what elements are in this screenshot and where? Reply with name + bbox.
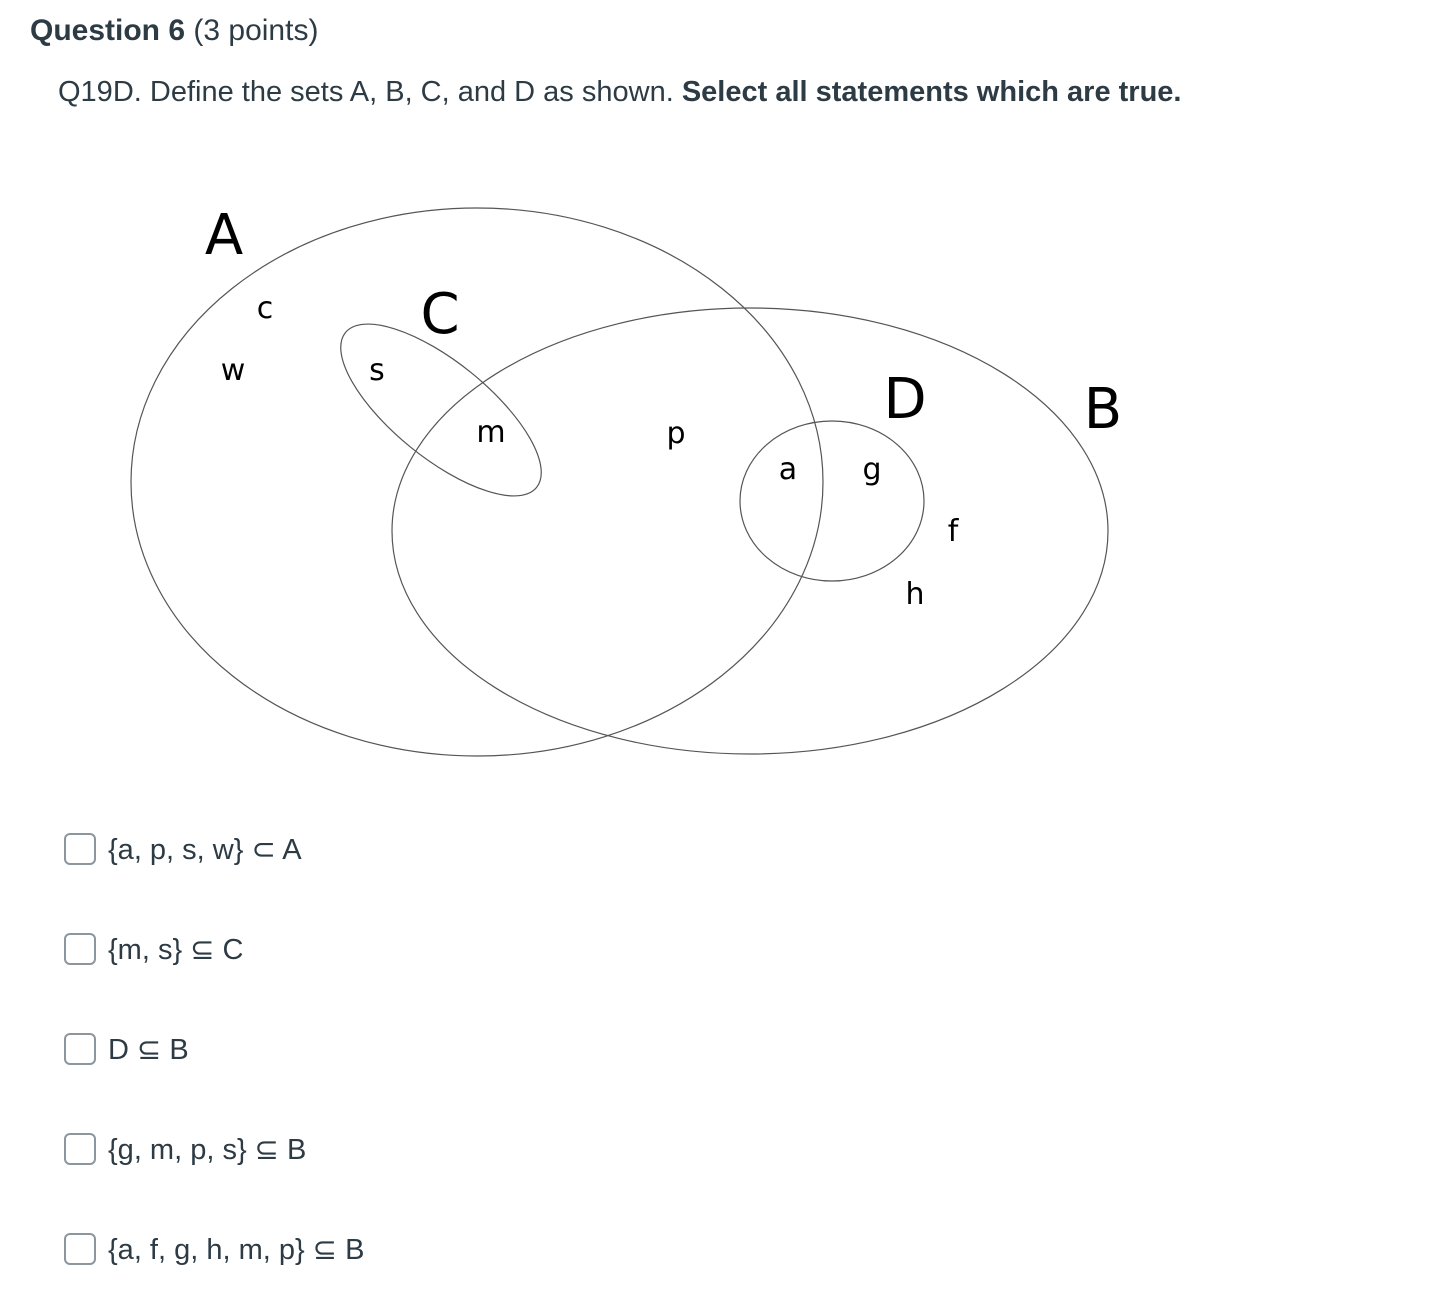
element-s: s xyxy=(369,353,385,388)
set-c-label: C xyxy=(420,282,460,347)
answer-option-2[interactable] xyxy=(64,929,244,969)
question-points: (3 points) xyxy=(193,14,319,47)
set-d-label: D xyxy=(883,367,927,432)
option-label-3[interactable]: D ⊆ B xyxy=(108,1033,189,1066)
element-h: h xyxy=(905,577,925,612)
checkbox-5[interactable] xyxy=(64,1233,96,1265)
question-title: Question 6 xyxy=(30,14,186,47)
element-g: g xyxy=(862,452,882,487)
element-p: p xyxy=(666,416,686,451)
option-label-4[interactable]: {g, m, p, s} ⊆ B xyxy=(108,1133,307,1166)
element-a: a xyxy=(778,452,798,487)
answer-option-3[interactable] xyxy=(64,1029,189,1069)
set-b-ellipse xyxy=(392,308,1108,754)
checkbox-3[interactable] xyxy=(64,1033,96,1065)
answer-option-1[interactable] xyxy=(64,829,302,869)
set-b-label: B xyxy=(1083,377,1123,442)
option-label-5[interactable]: {a, f, g, h, m, p} ⊆ B xyxy=(108,1233,365,1266)
element-w: w xyxy=(220,353,246,388)
element-c: c xyxy=(256,291,274,326)
answer-option-5[interactable] xyxy=(64,1229,364,1269)
answer-option-4[interactable] xyxy=(64,1129,306,1169)
checkbox-2[interactable] xyxy=(64,933,96,965)
set-a-label: A xyxy=(204,203,244,268)
option-label-2[interactable]: {m, s} ⊆ C xyxy=(108,933,244,966)
set-d-ellipse xyxy=(740,421,924,581)
prompt-emphasis: Select all statements which are true. xyxy=(681,76,1182,108)
checkbox-4[interactable] xyxy=(64,1133,96,1165)
element-f: f xyxy=(947,514,959,549)
option-label-1[interactable]: {a, p, s, w} ⊂ A xyxy=(108,833,302,866)
set-a-ellipse xyxy=(131,208,823,756)
element-m: m xyxy=(476,415,506,450)
prompt-text: Q19D. Define the sets A, B, C, and D as shown. xyxy=(58,76,674,108)
checkbox-1[interactable] xyxy=(64,833,96,865)
